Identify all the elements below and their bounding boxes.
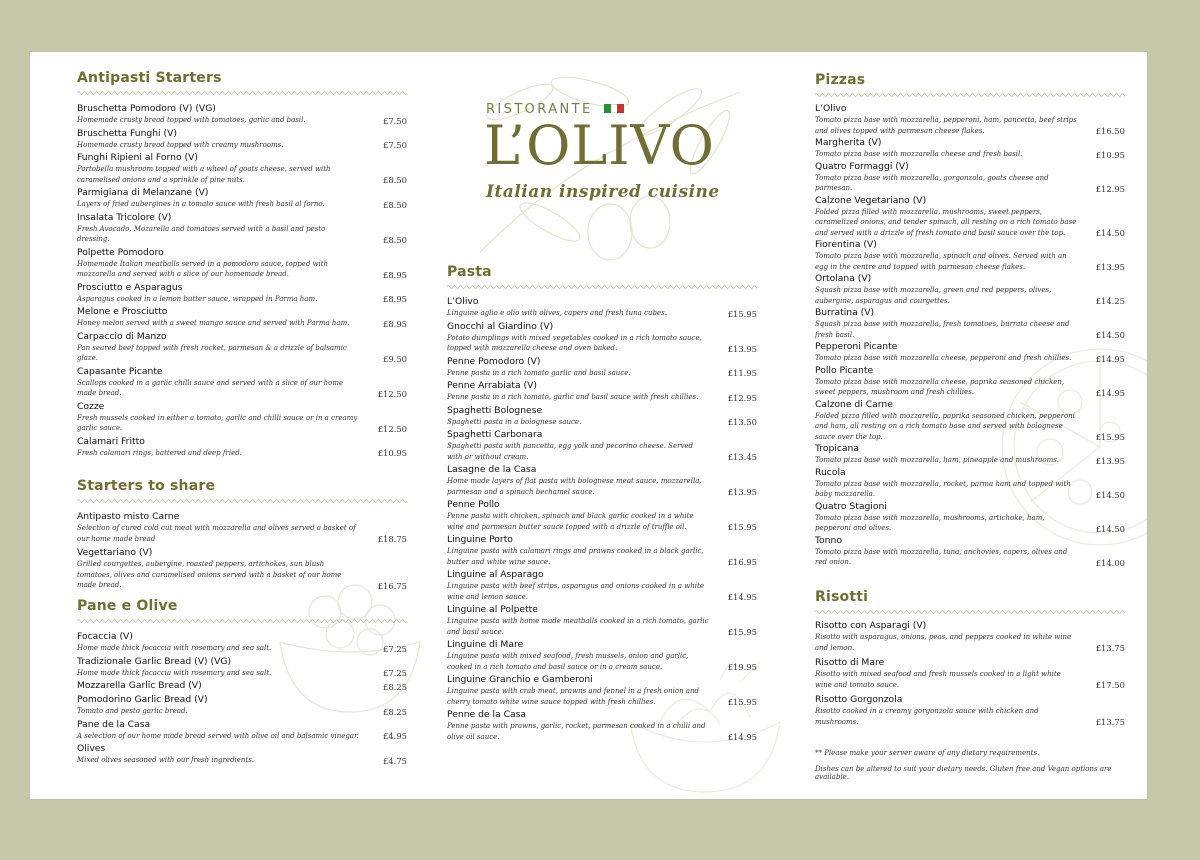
menu-item-name: Linguine al Polpette: [447, 604, 538, 615]
menu-item: [77, 365, 407, 399]
menu-item-name: Lasagne de la Casa: [447, 464, 537, 475]
menu-item-price: £7.25: [383, 668, 407, 678]
menu-item-name: Penne Arrabiata (V): [447, 380, 538, 391]
menu-item-name: Pomodorino Garlic Bread (V): [77, 694, 208, 705]
menu-item-price: £14.95: [727, 732, 757, 742]
menu-item: [815, 364, 1125, 398]
wavy-divider: [815, 92, 1125, 98]
menu-item-name: Melone e Prosciutto: [77, 306, 168, 317]
menu-item-name: L’Olivo: [815, 103, 847, 114]
menu-item-price: £4.75: [383, 755, 407, 766]
menu-item-name: Bruschetta Funghi (V): [77, 127, 177, 139]
menu-item: [447, 533, 757, 567]
menu-item-price: £8.95: [383, 294, 407, 304]
wavy-divider: [815, 609, 1125, 615]
menu-item-price: £13.95: [1095, 455, 1125, 466]
menu-item-name: Tropicana: [815, 443, 859, 454]
menu-item-description: Asparagus cooked in a lemon butter sauce, wrapped in Parma ham.: [77, 294, 318, 303]
menu-item-description: Potato dumplings with mixed vegetables cooked in a rich tomato sauce, topped with mozzarella cheese and oven baked.: [447, 333, 702, 352]
italian-flag-icon: [604, 104, 624, 113]
menu-item-name: Calzone di Carne: [815, 398, 893, 410]
menu-item-description: Layers of fried aubergines in a tomato sauce with fresh basil al forno.: [77, 200, 325, 208]
menu-item-description: Penne pasta with chicken, spinach and black garlic cooked in a white wine and parmesan butter sauce topped with a drizzle of truffle oil.: [447, 512, 694, 531]
menu-item-name: Linguine al Asparago: [447, 569, 544, 580]
menu-item-price: £16.50: [1095, 126, 1125, 136]
menu-item: [815, 398, 1125, 443]
menu-item: [77, 630, 407, 654]
menu-item-price: £15.95: [727, 522, 757, 532]
menu-item: [815, 656, 1125, 690]
menu-item-description: Tomato pizza base with mozzarella, tuna, anchovies, capers, olives and red onion.: [815, 547, 1068, 566]
menu-item-price: £14.50: [1095, 523, 1125, 534]
menu-item-price: £17.50: [1095, 680, 1125, 690]
menu-item: [77, 679, 407, 692]
menu-item-name: Insalata Tricolore (V): [77, 211, 172, 223]
menu-item: [815, 534, 1125, 568]
menu-item: [77, 281, 407, 305]
menu-item-description: Tomato pizza base with mozzarella, gorgonzola, goats cheese and parmesan.: [815, 173, 1049, 192]
menu-item-price: £14.95: [1095, 353, 1125, 364]
section-title-antipasti: Antipasti Starters: [77, 70, 222, 86]
menu-item-price: £8.95: [383, 318, 407, 329]
menu-sheet: [30, 52, 1147, 799]
menu-item-description: Home made thick focaccia with rosemary and sea salt.: [77, 644, 272, 652]
menu-item-name: Margherita (V): [815, 137, 882, 148]
menu-item: [77, 246, 407, 280]
menu-item-description: Selection of cured cold cut meat with mozzarella and olives served a basket of our home made bread: [77, 524, 356, 543]
menu-item-name: Calzone Vegetariano (V): [815, 194, 927, 206]
menu-item-price: £16.75: [377, 580, 407, 591]
menu-item-price: £7.50: [383, 140, 407, 150]
pane-list: [77, 630, 407, 767]
menu-item: [77, 151, 407, 185]
menu-item-price: £13.95: [727, 343, 757, 354]
menu-item-price: £8.25: [383, 682, 407, 692]
menu-item-name: Rucola: [815, 466, 846, 478]
menu-item-price: £8.50: [383, 199, 407, 210]
section-title-pizzas: Pizzas: [815, 72, 866, 88]
menu-item: [77, 655, 407, 679]
menu-item: [77, 330, 407, 364]
menu-item-price: £15.95: [727, 697, 757, 707]
menu-item-description: Tomato pizza base with mozzarella cheese, paprika seasoned chicken, sweet peppers, mushroom and fresh chillies.: [815, 377, 1065, 396]
menu-item-name: Risotto Gorgonzola: [815, 694, 903, 705]
menu-item-description: Penne pasta in a rich tomato, garlic and basil sauce with fresh chillies.: [447, 393, 699, 401]
menu-item: [447, 638, 757, 672]
menu-item-description: Tomato pizza base with mozzarella, mushrooms, artichoke, ham, pepperoni and olives.: [815, 513, 1045, 532]
menu-item: [77, 127, 407, 151]
pizzas-list: [815, 102, 1125, 568]
menu-item-name: Penne Pollo: [447, 499, 500, 510]
menu-item-price: £14.95: [727, 592, 757, 602]
menu-item: [77, 305, 407, 329]
menu-item-price: £7.50: [383, 115, 407, 126]
menu-item: [815, 238, 1125, 272]
menu-item: [815, 194, 1125, 239]
menu-item-price: £12.50: [377, 388, 407, 399]
menu-item: [815, 442, 1125, 466]
menu-item-name: Capasante Picante: [77, 365, 163, 377]
menu-item: [77, 435, 407, 459]
menu-item-description: Spaghetti pasta in a bolognese sauce.: [447, 417, 582, 426]
menu-item-description: Tomato and pesto garlic bread.: [77, 707, 188, 715]
menu-item-name: Gnocchi al Giardino (V): [447, 320, 554, 332]
menu-item: [77, 718, 407, 742]
menu-item-description: Risotto cooked in a creamy gorgonzola sauce with chicken and mushrooms.: [815, 707, 1039, 726]
menu-item-description: Squash pizza base with mozzarella, green and red peppers, olives, aubergine, asparagus and courgettes.: [815, 286, 1052, 305]
menu-item: [447, 463, 757, 497]
section-title-starters-share: Starters to share: [77, 478, 216, 494]
menu-item: [447, 603, 757, 637]
menu-item-name: Burratina (V): [815, 307, 875, 318]
logo-pre-title: RISTORANTE: [486, 102, 593, 117]
menu-item-description: A selection of our home made bread served with olive oil and balsamic vinegar.: [77, 731, 359, 740]
menu-item-name: Olives: [77, 743, 106, 754]
menu-item-price: £13.75: [1095, 643, 1125, 653]
menu-item-description: Pan seared beef topped with fresh rocket, parmesan & a drizzle of balsamic glaze.: [77, 343, 347, 362]
menu-item-description: Risotto with mixed seafood and fresh mussels cooked in a light white wine and tomato sauce.: [815, 670, 1061, 689]
menu-item: [815, 340, 1125, 364]
menu-item-description: Honey melon served with a sweet mango sauce and served with Parma ham.: [77, 319, 350, 327]
menu-item-price: £8.95: [383, 269, 407, 280]
pasta-list: [447, 295, 757, 743]
menu-item: [447, 673, 757, 707]
menu-item-description: Folded pizza filled with mozzarella, paprika seasoned chicken, pepperoni and ham, all resting on a rich tomato base and served with bolognese sauce over the top.: [815, 411, 1075, 441]
menu-item-description: Mixed olives seasoned with our fresh ingredients.: [77, 756, 255, 764]
menu-item-description: Spaghetti pasta with pancetta, egg yolk and pecorino cheese. Served with or without cream.: [447, 442, 694, 461]
menu-item-name: Risotto di Mare: [815, 657, 885, 668]
wavy-divider: [77, 498, 407, 504]
menu-item: [815, 102, 1125, 136]
starters-share-list: [77, 510, 407, 593]
menu-item-price: £15.95: [727, 627, 757, 637]
wavy-divider: [77, 618, 407, 624]
menu-item-name: Ortolana (V): [815, 273, 872, 284]
menu-item-price: £14.95: [1095, 387, 1125, 398]
menu-item-name: L’Olivo: [447, 296, 479, 307]
menu-item-name: Pepperoni Picante: [815, 341, 898, 352]
menu-item: [815, 619, 1125, 653]
menu-item-price: £16.95: [727, 557, 757, 567]
menu-item-description: Linguine pasta with mixed seafood, fresh mussels, onion and garlic, cooked in a rich tomato and basil sauce or in a cream sauce.: [447, 652, 689, 671]
menu-item: [77, 546, 407, 591]
menu-item: [815, 160, 1125, 194]
menu-item-price: £8.50: [383, 175, 407, 185]
menu-item-description: Tomato pizza base with mozzarella, rocket, parma ham and topped with baby mozzarella.: [815, 479, 1071, 498]
menu-item-name: Carpaccio di Manzo: [77, 330, 167, 342]
menu-item: [447, 708, 757, 742]
menu-item: [815, 136, 1125, 160]
menu-item-price: £10.95: [377, 448, 407, 458]
menu-item-price: £7.25: [383, 643, 407, 654]
menu-item-price: £14.25: [1095, 296, 1125, 306]
menu-item-description: Linguine pasta with calamari rings and prawns cooked in a black garlic, butter and white wine sauce.: [447, 547, 704, 566]
menu-item-name: Pollo Picante: [815, 364, 874, 376]
menu-item: [77, 102, 407, 126]
menu-item-name: Spaghetti Bolognese: [447, 404, 543, 416]
menu-item-price: £9.50: [383, 353, 407, 364]
menu-item-description: Scallops cooked in a garlic chilli sauce and served with a slice of our home made bread.: [77, 378, 344, 397]
menu-item-description: Squash pizza base with mozzarella, fresh tomatoes, burrata cheese and fresh basil.: [815, 320, 1070, 339]
footnote-options: Dishes can be altered to suit your dietary needs. Gluten free and Vegan options are available.: [815, 765, 1112, 781]
menu-item-price: £12.95: [1095, 183, 1125, 194]
menu-item-description: Penne pasta in a rich tomato garlic and basil sauce.: [447, 368, 631, 377]
menu-item-price: £18.75: [377, 534, 407, 544]
menu-item-price: £4.95: [383, 731, 407, 741]
menu-item: [447, 568, 757, 602]
menu-item: [447, 320, 757, 354]
menu-item-price: £13.95: [1095, 262, 1125, 272]
menu-item-description: Grilled courgettes, aubergine, roasted peppers, artichokes, sun blush tomatoes, olives and caramelised onions served with a basket of our home made bread.: [77, 560, 342, 589]
menu-item: [815, 693, 1125, 727]
menu-item-name: Antipasto misto Carne: [77, 511, 180, 522]
menu-item-name: Linguine Granchio e Gamberoni: [447, 674, 593, 685]
menu-item: [77, 693, 407, 717]
menu-item: [447, 355, 757, 379]
menu-item-price: £14.50: [1095, 330, 1125, 340]
menu-item: [77, 400, 407, 434]
menu-item-price: £15.95: [1095, 432, 1125, 442]
menu-item-price: £15.95: [727, 308, 757, 319]
menu-item-name: Quatro Formaggi (V): [815, 160, 909, 172]
menu-item-price: £12.50: [377, 423, 407, 434]
menu-item-name: Calamari Fritto: [77, 435, 145, 447]
menu-item-name: Penne Pomodoro (V): [447, 355, 541, 367]
menu-item-name: Penne de la Casa: [447, 709, 527, 720]
menu-item: [77, 211, 407, 245]
menu-item-description: Fresh calamari rings, battered and deep fried.: [77, 448, 242, 457]
menu-item-price: £13.50: [727, 417, 757, 427]
wavy-divider: [77, 90, 407, 96]
menu-item-description: Tomato pizza base with mozzarella, ham, pineapple and mushrooms.: [815, 456, 1060, 464]
menu-item-description: Homemade crusty bread topped with creamy mushrooms.: [77, 140, 284, 149]
menu-item: [815, 500, 1125, 534]
menu-item-name: Risotto con Asparagi (V): [815, 620, 927, 631]
menu-item-description: Fresh mussels cooked in either a tomato, garlic and chilli sauce or in a creamy garlic sauce.: [77, 413, 358, 432]
menu-item-description: Tomato pizza base with mozzarella cheese and fresh basil.: [815, 150, 1023, 158]
menu-item-price: £12.95: [727, 392, 757, 403]
menu-item-name: Vegettariano (V): [77, 547, 153, 558]
menu-item-description: Folded pizza filled with mozzarella, mushrooms, sweet peppers, caramelized onions, and tender spinach, all resting on a rich tomato base and served with a drizzle of fresh tomato and basil sauce over the top.: [815, 207, 1077, 237]
menu-item-description: Tomato pizza base with mozzarella, pepperoni, ham, pancetta, beef strips and olives topped with parmesan cheese flakes.: [815, 116, 1077, 135]
menu-item-price: £8.25: [383, 706, 407, 717]
menu-item-price: £19.95: [727, 662, 757, 672]
menu-item-description: Portobella mushroom topped with a wheel of goats cheese, served with caramelised onions and a sprinkle of pine nuts.: [77, 165, 331, 184]
menu-item-name: Prosciutto e Asparagus: [77, 281, 183, 293]
menu-item-description: Risotto with asparagus, onions, peas, and peppers cooked in white wine and lemon.: [815, 633, 1072, 652]
menu-item: [815, 466, 1125, 500]
menu-item-price: £10.95: [1095, 149, 1125, 160]
section-title-risotti: Risotti: [815, 589, 869, 605]
menu-item-price: £13.45: [727, 452, 757, 462]
antipasti-list: [77, 102, 407, 459]
menu-item-description: Home made layers of flat pasta with bolognese meat sauce, mozzarella, parmesan and a spinach bechamel sauce.: [447, 477, 702, 496]
menu-item-price: £14.00: [1095, 557, 1125, 568]
section-title-pane: Pane e Olive: [77, 598, 178, 614]
menu-item-price: £13.75: [1095, 717, 1125, 727]
menu-item-name: Pane de la Casa: [77, 718, 151, 730]
menu-item-name: Spaghetti Carbonara: [447, 429, 543, 440]
footnote-dietary: ** Please make your server aware of any dietary requirements.: [815, 749, 1040, 757]
menu-item-description: Fresh Avocado, Mozarella and tomatoes served with a basil and pesto dressing.: [77, 224, 326, 243]
menu-item: [447, 498, 757, 532]
menu-item-description: Home made thick focaccia with rosemary and sea salt.: [77, 668, 272, 677]
menu-item-price: £14.50: [1095, 228, 1125, 238]
menu-item-name: Quatro Stagioni: [815, 500, 887, 512]
risotti-list: [815, 619, 1125, 730]
menu-item-price: £13.95: [727, 487, 757, 497]
menu-item-description: Homemade crusty bread topped with tomatoes, garlic and basil.: [77, 116, 306, 124]
logo-brand-name: L’OLIVO: [484, 114, 715, 177]
menu-item: [815, 306, 1125, 340]
menu-item-description: Tomato pizza base with mozzarella, spinach and olives. Served with an egg in the centre and topped with parmesan cheese flakes.: [815, 252, 1067, 271]
menu-item: [815, 272, 1125, 306]
logo-tagline: Italian inspired cuisine: [486, 182, 720, 202]
menu-item: [447, 404, 757, 428]
menu-item-name: Linguine di Mare: [447, 639, 524, 650]
menu-item-name: Fiorentina (V): [815, 239, 877, 250]
menu-item: [447, 428, 757, 462]
menu-item: [447, 295, 757, 319]
menu-item-description: Penne pasta with prawns, garlic, rocket, parmesan cooked in a chilli and olive oil sauce.: [447, 722, 706, 741]
menu-item-name: Linguine Porto: [447, 534, 513, 545]
menu-item-name: Parmigiana di Melanzane (V): [77, 187, 209, 198]
menu-item-name: Focaccia (V): [77, 631, 133, 642]
menu-item-description: Linguine pasta with crab meat, prawns and fennel in a fresh onion and cherry tomato white wine sauce topped with fresh chillies.: [447, 687, 700, 706]
menu-item-name: Funghi Ripieni al Forno (V): [77, 152, 198, 163]
menu-item-name: Bruschetta Pomodoro (V) (VG): [77, 103, 216, 114]
menu-item-name: Cozze: [77, 400, 105, 412]
menu-item-price: £11.95: [727, 368, 757, 378]
menu-item-description: Linguine pasta with home made meatballs cooked in a rich tomato, garlic and basil sauce.: [447, 617, 709, 636]
menu-item: [77, 742, 407, 766]
menu-item-name: Tradizionale Garlic Bread (V) (VG): [77, 655, 232, 667]
menu-item-name: Polpette Pomodoro: [77, 246, 164, 258]
wavy-divider: [447, 284, 757, 290]
menu-item: [447, 379, 757, 403]
restaurant-logo: [470, 92, 730, 292]
menu-item-price: £8.50: [383, 234, 407, 245]
menu-item-description: Linguine aglio e olio with olives, capers and fresh tuna cubes.: [447, 309, 667, 317]
menu-item-description: Tomato pizza base with mozzarella cheese, pepperoni and fresh chillies.: [815, 354, 1072, 362]
menu-item-price: £14.50: [1095, 489, 1125, 500]
menu-item-description: Linguine pasta with beef strips, asparagus and onions cooked in a white wine and lemon sauce.: [447, 582, 704, 601]
menu-item-name: Mozzarella Garlic Bread (V): [77, 680, 202, 691]
menu-item: [77, 186, 407, 210]
menu-item: [77, 510, 407, 544]
menu-item-description: Homemade Italian meatballs served in a pomodoro sauce, topped with mozzarella and served with a slice of our homemade bread.: [77, 259, 329, 278]
section-title-pasta: Pasta: [447, 264, 492, 280]
menu-item-name: Tonno: [815, 534, 842, 546]
